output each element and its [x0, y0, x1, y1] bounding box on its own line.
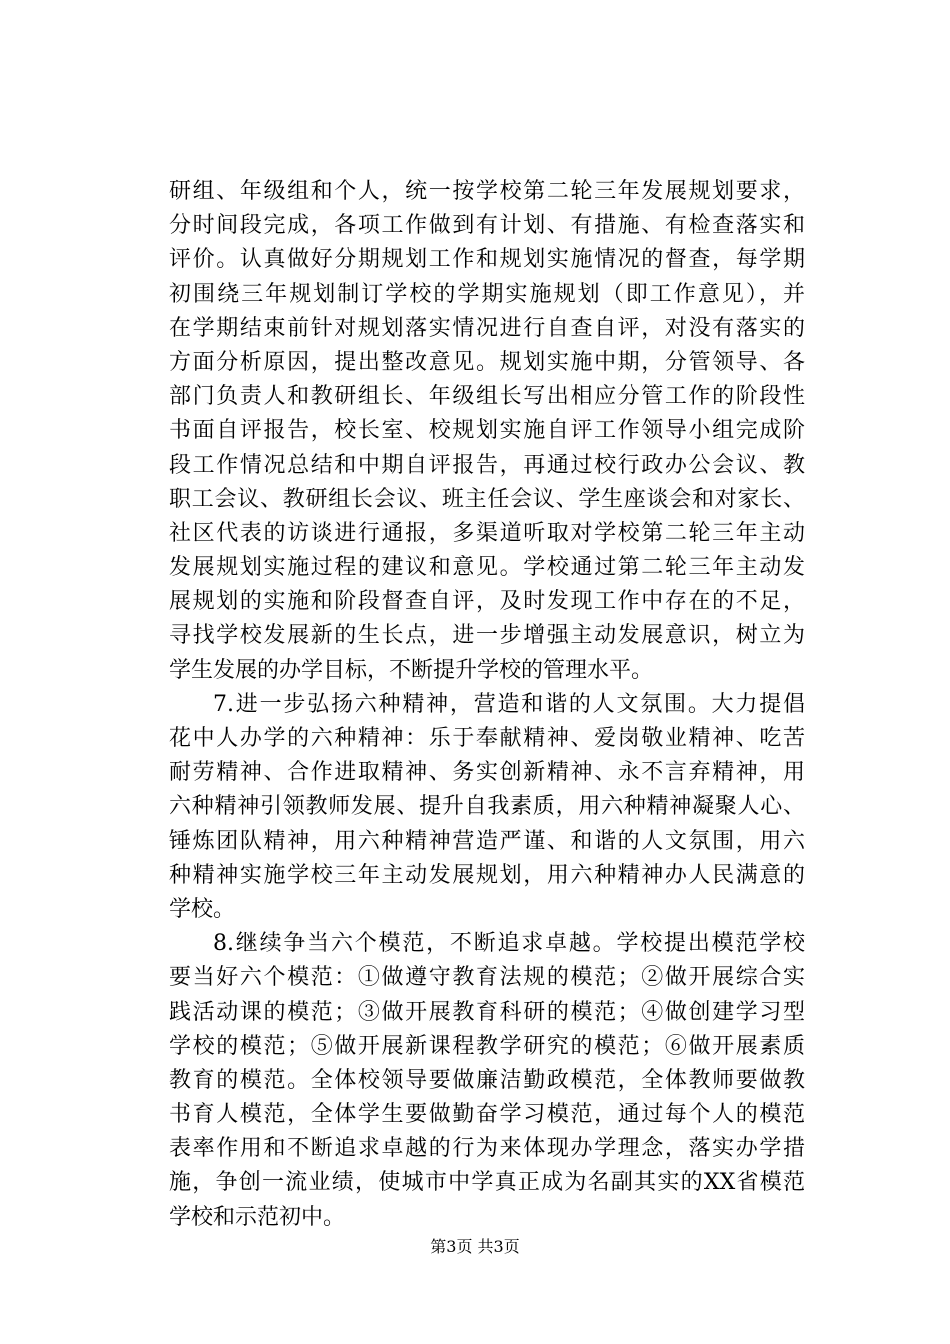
text-line: 锤炼团队精神，用六种精神营造严谨、和谐的人文氛围，用六: [169, 828, 805, 854]
text-line: 耐劳精神、合作进取精神、务实创新精神、永不言弃精神，用: [169, 760, 805, 786]
text-line: 要当好六个模范：①做遵守教育法规的模范；②做开展综合实: [169, 965, 805, 991]
text-line: 教育的模范。全体校领导要做廉洁勤政模范，全体教师要做教: [169, 1067, 805, 1093]
text-line: 书面自评报告，校长室、校规划实施自评工作领导小组完成阶: [169, 418, 805, 444]
text-line: 种精神实施学校三年主动发展规划，用六种精神办人民满意的: [169, 862, 805, 888]
text-line: 分时间段完成，各项工作做到有计划、有措施、有检查落实和: [169, 213, 805, 239]
text-line: 研组、年级组和个人，统一按学校第二轮三年发展规划要求，: [169, 179, 805, 204]
text-line: 学校和示范初中。: [169, 1204, 346, 1230]
text-line: 学校的模范；⑤做开展新课程教学研究的模范；⑥做开展素质: [169, 1033, 805, 1059]
text-line: 初围绕三年规划制订学校的学期实施规划（即工作意见），并: [169, 281, 805, 307]
text-line: 段工作情况总结和中期自评报告，再通过校行政办公会议、教: [169, 452, 805, 478]
text-line: 7.进一步弘扬六种精神，营造和谐的人文氛围。大力提倡: [213, 691, 805, 717]
text-line: 社区代表的访谈进行通报，多渠道听取对学校第二轮三年主动: [169, 520, 805, 546]
text-line: 方面分析原因，提出整改意见。规划实施中期，分管领导、各: [169, 349, 805, 375]
text-line: 书育人模范，全体学生要做勤奋学习模范，通过每个人的模范: [169, 1102, 805, 1128]
text-line: 发展规划实施过程的建议和意见。学校通过第二轮三年主动发: [169, 555, 805, 581]
text-line: 展规划的实施和阶段督查自评，及时发现工作中存在的不足，: [169, 589, 805, 615]
page-footer: 第3页 共3页: [430, 1237, 520, 1256]
text-line: 施，争创一流业绩，使城市中学真正成为名副其实的XX省模范: [169, 1170, 805, 1196]
text-line: 花中人办学的六种精神：乐于奉献精神、爱岗敬业精神、吃苦: [169, 726, 805, 751]
text-line: 六种精神引领教师发展、提升自我素质，用六种精神凝聚人心、: [169, 794, 805, 820]
text-line: 寻找学校发展新的生长点，进一步增强主动发展意识，树立为: [169, 623, 805, 649]
text-line: 评价。认真做好分期规划工作和规划实施情况的督查，每学期: [169, 247, 805, 273]
text-line: 在学期结束前针对规划落实情况进行自查自评，对没有落实的: [169, 315, 805, 341]
document-body: [169, 175, 805, 1235]
text-line: 8.继续争当六个模范，不断追求卓越。学校提出模范学校: [213, 931, 805, 957]
text-line: 部门负责人和教研组长、年级组长写出相应分管工作的阶段性: [169, 384, 805, 410]
text-line: 职工会议、教研组长会议、班主任会议、学生座谈会和对家长、: [169, 486, 805, 512]
text-line: 表率作用和不断追求卓越的行为来体现办学理念，落实办学措: [169, 1136, 805, 1162]
text-line: 学校。: [169, 896, 236, 922]
text-line: 践活动课的模范；③做开展教育科研的模范；④做创建学习型: [169, 999, 805, 1025]
text-line: 学生发展的办学目标，不断提升学校的管理水平。: [169, 657, 654, 683]
